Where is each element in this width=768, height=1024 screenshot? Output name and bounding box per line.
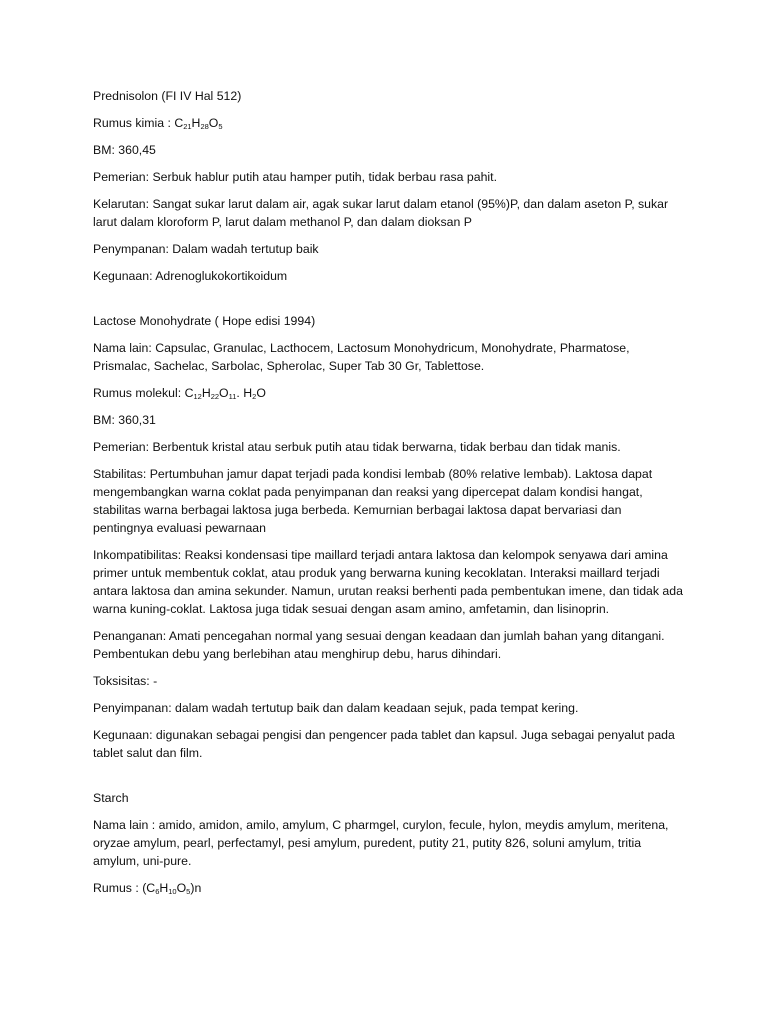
lactose-toksisitas: Toksisitas: - [93,674,158,688]
lactose-nama-lain: Nama lain: Capsulac, Granulac, Lacthocem, Lactosum Monohydricum, Monohydrate, Pharmatose, Prismalac, Sachelac, Sarbolac, Spherolac, Super Tab 30 Gr, Tablettose. [93,341,630,373]
starch-formula: Rumus : $(C_6H_{10}O_5)n$ [93,881,202,896]
lactose-title: Lactose Monohydrate ( Hope edisi 1994) [93,314,316,328]
lactose-bm: BM: 360,31 [93,413,156,427]
lactose-stabilitas: Stabilitas: Pertumbuhan jamur dapat terjadi pada kondisi lembab (80% relative lembab). Laktosa dapat mengembangkan warna coklat pada penyimpanan dan reaksi yang dipercepat dalam kondisi hangat, stabilitas warna berbagai laktosa juga berbeda. Kemurnian berbagai laktosa dapat bervariasi dan pentingnya evaluasi pewarnaan [93,467,653,535]
formula-label: Rumus : [93,881,143,895]
prednisolon-title: Prednisolon (FI IV Hal 512) [93,89,242,103]
prednisolon-kelarutan: Kelarutan: Sangat sukar larut dalam air, agak sukar larut dalam etanol (95%)P, dan dalam aseton P, sukar larut dalam kloroform P, larut dalam methanol P, dan dalam dioksan P [93,197,669,229]
starch-nama-lain: Nama lain : amido, amidon, amilo, amylum, C pharmgel, curylon, fecule, hylon, meydis amylum, meritena, oryzae amylum, pearl, perfectamyl, pesi amylum, puredent, putity 21, putity 826, soluni amylum, tritia amylum, uni-pure. [93,818,669,868]
lactose-penyimpanan: Penyimpanan: dalam wadah tertutup baik dan dalam keadaan sejuk, pada tempat kering. [93,701,579,715]
prednisolon-pemerian: Pemerian: Serbuk hablur putih atau hamper putih, tidak berbau rasa pahit. [93,170,497,184]
formula-label: Rumus kimia : [93,116,175,130]
lactose-kegunaan: Kegunaan: digunakan sebagai pengisi dan pengencer pada tablet dan kapsul. Juga sebagai penyalut pada tablet salut dan film. [93,728,675,760]
document-page [93,87,683,906]
formula-label: Rumus molekul: [93,386,185,400]
lactose-inkompatibilitas: Inkompatibilitas: Reaksi kondensasi tipe maillard terjadi antara laktosa dan kelompok senyawa dari amina primer untuk membentuk coklat, atau produk yang berwarna kuning kecoklatan. Interaksi maillard terjadi antara laktosa dan amina sekunder. Namun, urutan reaksi berhenti pada pembentukan imene, dan tidak ada warna kuning-coklat. Laktosa juga tidak sesuai dengan asam amino, amfetamin, dan lisinoprin. [93,548,683,616]
lactose-formula: Rumus molekul: $C_{12}H_{22}O_{11}$. $H_2O$ [93,386,266,401]
section-spacer [93,771,683,789]
prednisolon-formula: Rumus kimia : $C_{21}H_{28}O_5$ [93,116,223,131]
section-spacer [93,294,683,312]
lactose-penanganan: Penanganan: Amati pencegahan normal yang sesuai dengan keadaan dan jumlah bahan yang ditangani. Pembentukan debu yang berlebihan atau menghirup debu, harus dihindari. [93,629,665,661]
starch-title: Starch [93,791,129,805]
prednisolon-bm: BM: 360,45 [93,143,156,157]
prednisolon-penyimpanan: Penympanan: Dalam wadah tertutup baik [93,242,319,256]
lactose-pemerian: Pemerian: Berbentuk kristal atau serbuk putih atau tidak berwarna, tidak berbau dan tidak manis. [93,440,621,454]
prednisolon-kegunaan: Kegunaan: Adrenoglukokortikoidum [93,269,288,283]
